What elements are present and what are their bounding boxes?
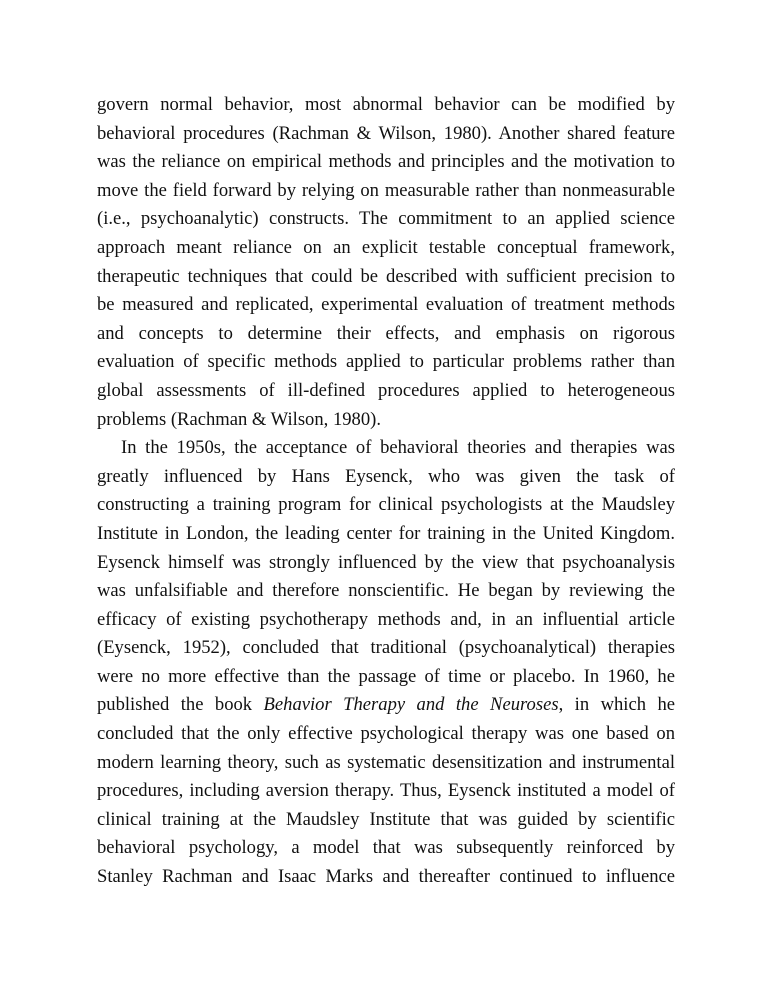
text-line xyxy=(97,377,675,406)
book-title: Behavior Therapy and the Neuroses xyxy=(263,694,559,716)
text-line xyxy=(97,491,675,520)
text-segment: problems (Rachman & Wilson, 1980). xyxy=(97,408,381,430)
text-segment: move the field forward by relying on measurable rather than nonmeasurable xyxy=(97,179,675,201)
text-segment: was unfalsifiable and therefore nonscientific. He began by reviewing the xyxy=(97,580,675,602)
text-segment: efficacy of existing psychotherapy methods and, in an influential article xyxy=(97,608,675,630)
text-line xyxy=(97,549,675,578)
text-line xyxy=(97,606,675,635)
paragraph xyxy=(97,434,675,892)
text-line xyxy=(97,177,675,206)
text-line xyxy=(97,691,675,720)
text-line xyxy=(97,634,675,663)
paragraph xyxy=(97,91,675,434)
text-line xyxy=(97,577,675,606)
text-line xyxy=(97,663,675,692)
text-line xyxy=(97,463,675,492)
text-line xyxy=(97,749,675,778)
text-line xyxy=(97,291,675,320)
text-segment: published the book xyxy=(97,694,264,716)
text-segment: constructing a training program for clinical psychologists at the Maudsley xyxy=(97,494,675,516)
text-line xyxy=(97,91,675,120)
text-line xyxy=(97,320,675,349)
text-line xyxy=(97,720,675,749)
text-line xyxy=(97,148,675,177)
text-line xyxy=(97,348,675,377)
text-segment: (i.e., psychoanalytic) constructs. The commitment to an applied science xyxy=(97,208,675,230)
text-line xyxy=(97,263,675,292)
text-segment: evaluation of specific methods applied to particular problems rather than xyxy=(97,351,675,373)
text-segment: Institute in London, the leading center for training in the United Kingdom. xyxy=(97,522,675,544)
text-segment: greatly influenced by Hans Eysenck, who was given the task of xyxy=(97,465,675,487)
text-segment: concluded that the only effective psychological therapy was one based on xyxy=(97,723,675,745)
text-segment: and concepts to determine their effects, and emphasis on rigorous xyxy=(97,322,675,344)
text-line xyxy=(97,777,675,806)
text-line xyxy=(97,434,675,463)
text-segment: modern learning theory, such as systematic desensitization and instrumental xyxy=(97,751,675,773)
text-line xyxy=(97,234,675,263)
text-line xyxy=(97,520,675,549)
text-segment: clinical training at the Maudsley Institute that was guided by scientific xyxy=(97,808,675,830)
text-line xyxy=(97,863,675,892)
text-line xyxy=(97,406,675,435)
text-line xyxy=(97,806,675,835)
text-segment: approach meant reliance on an explicit testable conceptual framework, xyxy=(97,236,675,258)
text-segment: behavioral procedures (Rachman & Wilson, 1980). Another shared feature xyxy=(97,122,675,144)
text-segment: In the 1950s, the acceptance of behavioral theories and therapies was xyxy=(121,437,675,459)
text-segment: govern normal behavior, most abnormal behavior can be modified by xyxy=(97,94,675,115)
text-segment: Stanley Rachman and Isaac Marks and thereafter continued to influence xyxy=(97,866,675,888)
text-segment: be measured and replicated, experimental evaluation of treatment methods xyxy=(97,294,675,316)
text-line xyxy=(97,834,675,863)
text-segment: global assessments of ill-defined procedures applied to heterogeneous xyxy=(97,379,675,401)
body-text xyxy=(97,91,675,892)
text-segment: behavioral psychology, a model that was subsequently reinforced by xyxy=(97,837,675,859)
text-line xyxy=(97,120,675,149)
text-segment: procedures, including aversion therapy. Thus, Eysenck instituted a model of xyxy=(97,780,675,802)
text-segment: therapeutic techniques that could be described with sufficient precision to xyxy=(97,265,675,287)
text-segment: Eysenck himself was strongly influenced by the view that psychoanalysis xyxy=(97,551,675,573)
text-line xyxy=(97,205,675,234)
text-segment: was the reliance on empirical methods and principles and the motivation to xyxy=(97,151,675,173)
text-segment: were no more effective than the passage of time or placebo. In 1960, he xyxy=(97,665,675,687)
text-segment: (Eysenck, 1952), concluded that traditional (psychoanalytical) therapies xyxy=(97,637,675,659)
text-segment: , in which he xyxy=(558,694,676,716)
